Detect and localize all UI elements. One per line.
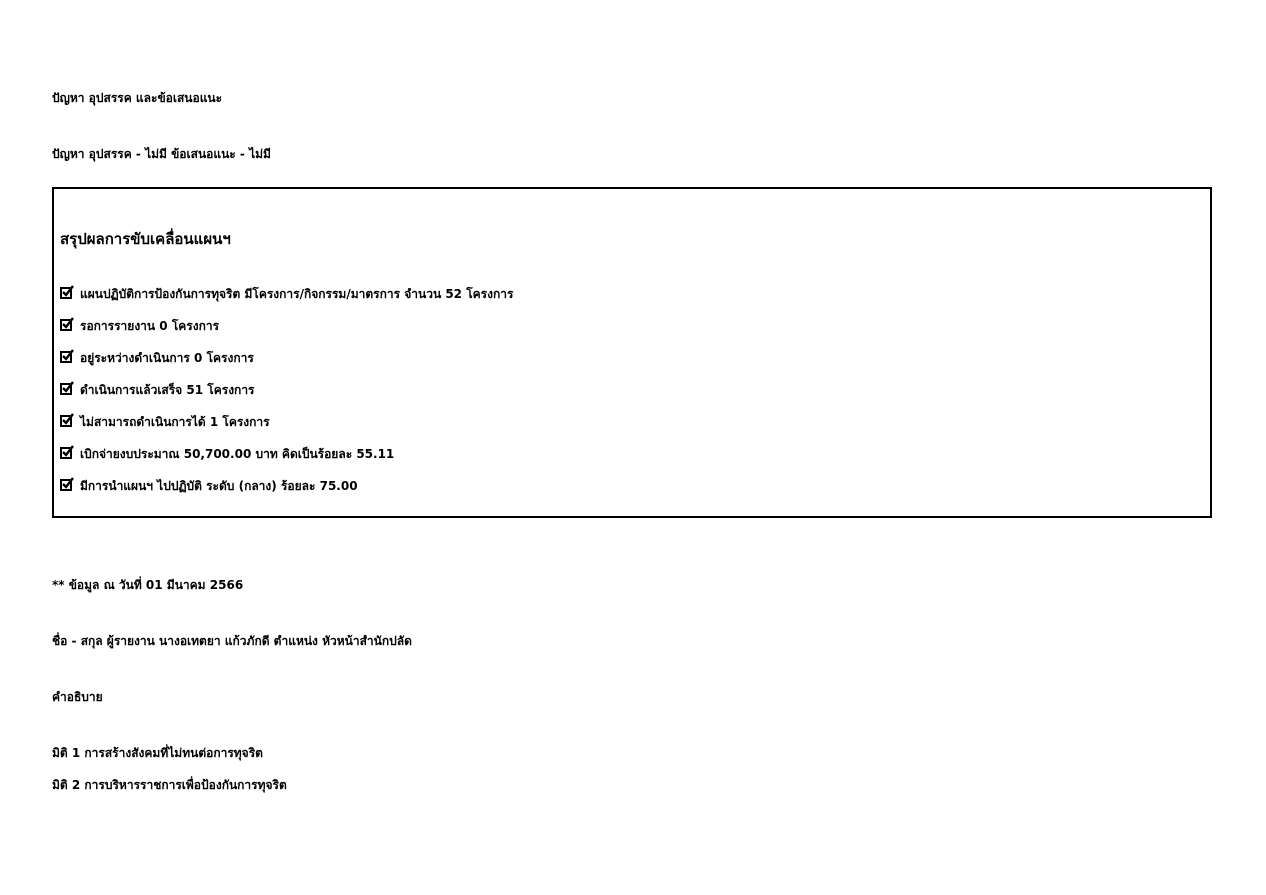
summary-item-label: แผนปฏิบัติการป้องกันการทุจริต มีโครงการ/กิจกรรม/มาตรการ จำนวน 52 โครงการ bbox=[80, 287, 514, 301]
reporter-info: ชื่อ - สกุล ผู้รายงาน นางอเทตยา แก้วภักดี ตำแหน่ง หัวหน้าสำนักปลัด bbox=[52, 634, 412, 648]
summary-item bbox=[60, 317, 219, 336]
checkbox-checked-icon bbox=[60, 317, 74, 331]
checkbox-checked-icon bbox=[60, 285, 74, 299]
checkbox-checked-icon bbox=[60, 413, 74, 427]
summary-item-label: รอการรายงาน 0 โครงการ bbox=[80, 319, 220, 333]
summary-item-label: มีการนำแผนฯ ไปปฏิบัติ ระดับ (กลาง) ร้อยละ 75.00 bbox=[80, 479, 358, 493]
summary-item-label: ไม่สามารถดำเนินการได้ 1 โครงการ bbox=[80, 415, 270, 429]
summary-item-label: ดำเนินการแล้วเสร็จ 51 โครงการ bbox=[80, 383, 255, 397]
summary-item bbox=[60, 349, 254, 368]
data-as-of-note: ** ข้อมูล ณ วันที่ 01 มีนาคม 2566 bbox=[52, 578, 244, 592]
dimension-item: มิติ 1 การสร้างสังคมที่ไม่ทนต่อการทุจริต bbox=[52, 746, 263, 760]
checkbox-checked-icon bbox=[60, 445, 74, 459]
checkbox-checked-icon bbox=[60, 349, 74, 363]
checkbox-checked-icon bbox=[60, 381, 74, 395]
summary-item-label: เบิกจ่ายงบประมาณ 50,700.00 บาท คิดเป็นร้อยละ 55.11 bbox=[80, 447, 395, 461]
summary-title: สรุปผลการขับเคลื่อนแผนฯ bbox=[60, 230, 231, 248]
summary-item-label: อยู่ระหว่างดำเนินการ 0 โครงการ bbox=[80, 351, 254, 365]
problems-text: ปัญหา อุปสรรค - ไม่มี ข้อเสนอแนะ - ไม่มี bbox=[52, 147, 271, 161]
summary-item bbox=[60, 445, 394, 464]
problems-heading: ปัญหา อุปสรรค และข้อเสนอแนะ bbox=[52, 91, 223, 105]
summary-item bbox=[60, 477, 358, 496]
summary-item bbox=[60, 413, 270, 432]
summary-box bbox=[52, 187, 1212, 518]
summary-item bbox=[60, 381, 255, 400]
summary-item bbox=[60, 285, 513, 304]
checkbox-checked-icon bbox=[60, 477, 74, 491]
explanation-heading: คำอธิบาย bbox=[52, 690, 103, 704]
dimension-item: มิติ 2 การบริหารราชการเพื่อป้องกันการทุจริต bbox=[52, 778, 287, 792]
